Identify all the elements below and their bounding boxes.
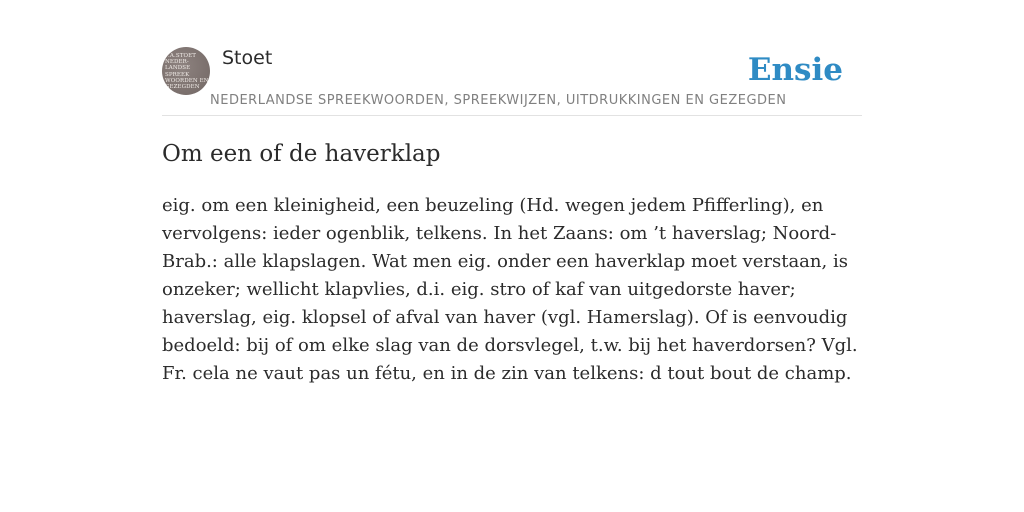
source-subtitle[interactable]: NEDERLANDSE SPREEKWOORDEN, SPREEKWIJZEN, UITDRUKKINGEN EN GEZEGDEN <box>210 93 787 108</box>
header-divider <box>162 115 862 116</box>
avatar-book-cover-text: F.A.STOET NEDER- LANDSE SPREEK WOORDEN EN GEZEGDEN <box>165 53 209 91</box>
definition-text: eig. om een kleinigheid, een beuzeling (Hd. wegen jedem Pfifferling), en vervolgens: ieder ogenblik, telkens. In het Zaans: om ’t haverslag; Noord-Brab.: alle klapslagen. Wat men eig. onder een haverklap moet verstaan, is onzeker; wellicht klapvlies, d.i. eig. stro of kaf van uitgedorste haver; haverslag, eig. klopsel of afval van haver (vgl. Hamerslag). Of is eenvoudig bedoeld: bij of om elke slag van de dorsvlegel, t.w. bij het haverdorsen? Vgl. Fr. cela ne vaut pas un fétu, en in de zin van telkens: d tout bout de champ. <box>162 195 858 384</box>
avatar[interactable] <box>162 47 210 95</box>
page-title: Om een of de haverklap <box>162 141 441 167</box>
brand-logo[interactable]: Ensie <box>747 52 843 88</box>
author-name[interactable]: Stoet <box>222 47 273 69</box>
